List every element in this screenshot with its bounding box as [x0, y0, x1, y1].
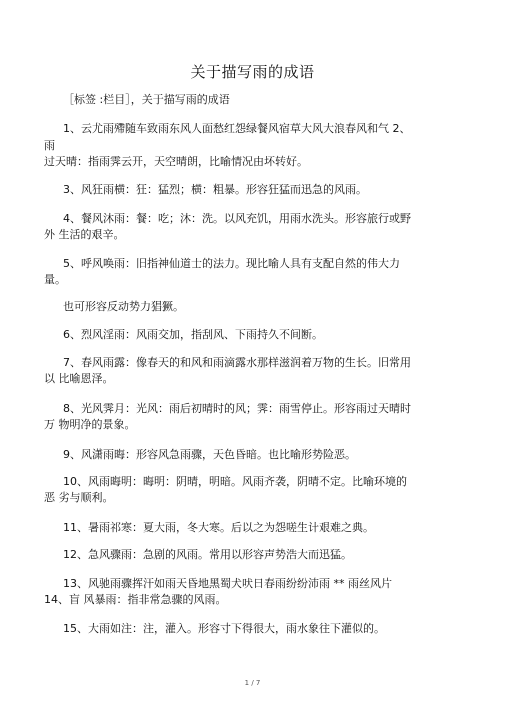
document-title: 关于描写雨的成语 — [190, 63, 315, 81]
tag-line: ［标签 :栏目］，关于描写雨的成语 — [63, 93, 230, 106]
paragraph-line: 12、急风骤雨：急剧的风雨。常用以形容声势浩大而迅猛。 — [63, 548, 352, 561]
paragraph-line: 14、盲 风暴雨：指非常急骤的风雨。 — [44, 593, 227, 606]
paragraph-line: 7、春风雨露：像春天的和风和雨滴露水那样滋润着万物的生长。旧常用 — [63, 356, 411, 369]
paragraph-line: 也可形容反动势力猖獗。 — [63, 300, 184, 313]
paragraph-line: 1、云尤雨殢随车致雨东风人面愁红怨绿餐风宿草大风大浪春风和气 2、 — [63, 122, 411, 135]
paragraph-line: 8、光风霁月：光风：雨后初晴时的风；霁：雨雪停止。形容雨过天晴时 — [63, 402, 411, 415]
paragraph-line: 以 比喻恩泽。 — [44, 372, 114, 385]
paragraph-line: 6、烈风淫雨：风雨交加，指刮风、下雨持久不间断。 — [63, 328, 323, 341]
paragraph-line: 4、餐风沐雨：餐：吃；沐：洗。以风充饥，用雨水洗头。形容旅行或野 — [63, 212, 411, 225]
paragraph-line: 过天晴：指雨霁云开，天空晴朗，比喻情况由坏转好。 — [44, 155, 308, 168]
paragraph-line: 13、风驰雨骤挥汗如雨天昏地黑蜀犬吠日春雨纷纷沛雨 ** 雨丝风片 — [63, 577, 392, 590]
paragraph-line: 9、风潇雨晦：形容风急雨骤，天色昏暗。也比喻形势险恶。 — [63, 448, 356, 461]
paragraph-line: 雨 — [44, 139, 55, 152]
paragraph-line: 10、风雨晦明：晦明：阴晴，明暗。风雨齐袭，阴晴不定。比喻环境的 — [63, 475, 407, 488]
paragraph-line: 外 生活的艰辛。 — [44, 228, 125, 241]
paragraph-line: 3、风狂雨横：狂：猛烈；横：粗暴。形容狂猛而迅急的风雨。 — [63, 183, 367, 196]
paragraph-line: 15、大雨如注：注，灌入。形容寸下得很大，雨水象往下灌似的。 — [63, 622, 385, 635]
page-number: 1 / 7 — [244, 679, 261, 687]
paragraph-line: 11、暑雨祁寒：夏大雨，冬大寒。后以之为怨嗟生计艰难之典。 — [63, 521, 374, 534]
paragraph-line: 万 物明净的景象。 — [44, 418, 136, 431]
paragraph-line: 恶 劣与顺利。 — [44, 491, 114, 504]
paragraph-line: 5、呼风唤雨：旧指神仙道士的法力。现比喻人具有支配自然的伟大力 — [63, 257, 400, 270]
paragraph-line: 量。 — [44, 273, 66, 286]
